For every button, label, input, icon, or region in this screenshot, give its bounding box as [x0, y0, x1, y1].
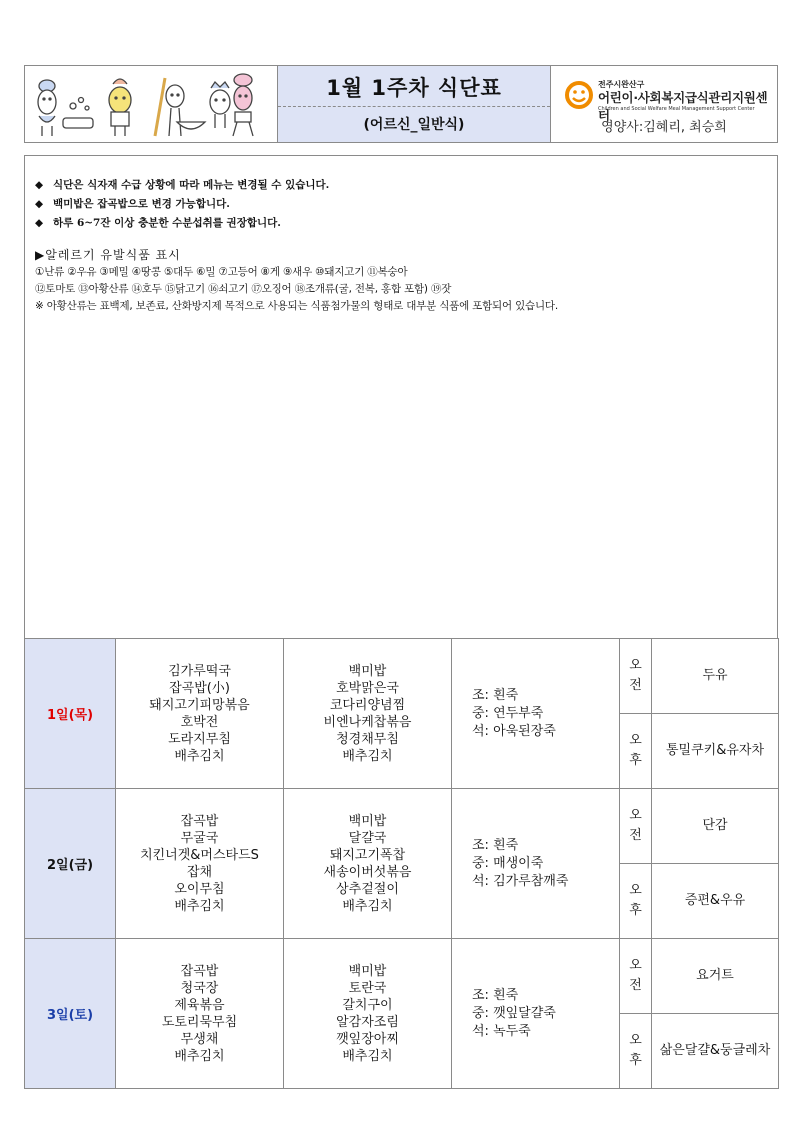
menu-table: [24, 638, 779, 1089]
page-title: 1월 1주차 식단표: [278, 70, 550, 107]
day-row-am: [25, 789, 779, 864]
dinner-menu-cell: [284, 939, 452, 1089]
day-row-am: [25, 939, 779, 1014]
morning-snack: 요거트: [652, 939, 779, 1014]
allergy-note: ※ 아황산류는 표백제, 보존료, 산화방지제 목적으로 사용되는 식품첨가물의 형태로 대부분 식품에 포함되어 있습니다.: [35, 300, 558, 312]
menu-item: 도라지무침: [168, 731, 231, 747]
porridge-item: 석: 아욱된장죽: [472, 723, 556, 739]
porridge-item: 중: 매생이죽: [472, 855, 544, 871]
allergy-list-line1: ①난류 ②우유 ③메밀 ④땅콩 ⑤대두 ⑥밀 ⑦고등어 ⑧게 ⑨새우 ⑩돼지고기 ⑪복숭아: [35, 266, 408, 278]
morning-snack: 두유: [652, 639, 779, 714]
header-box: [24, 65, 778, 143]
notice-box: [24, 155, 778, 639]
menu-item: 잡곡밥: [180, 963, 219, 979]
menu-item: 배추김치: [342, 1048, 393, 1064]
menu-item: 도토리묵무침: [161, 1014, 238, 1030]
porridge-item: 조: 흰죽: [472, 837, 519, 853]
org-district: 전주시완산구: [598, 80, 645, 89]
menu-item: 호박전: [180, 714, 219, 730]
menu-item: 청경채무침: [336, 731, 399, 747]
diamond-bullet-icon: ◆: [35, 198, 44, 210]
porridge-item: 중: 연두부죽: [472, 705, 544, 721]
menu-item: 달걀국: [348, 830, 387, 846]
nutritionist-names: 영양사:김혜리, 최승희: [601, 120, 727, 135]
menu-item: 치킨너겟&머스타드S: [140, 847, 259, 863]
menu-item: 코다리양념찜: [329, 697, 406, 713]
page-subtitle: (어르신_일반식): [363, 117, 465, 133]
menu-item: 비엔나케찹볶음: [323, 714, 412, 730]
menu-item: 배추김치: [174, 1048, 225, 1064]
menu-item: 배추김치: [342, 748, 393, 764]
menu-item: 돼지고기피망볶음: [149, 697, 250, 713]
menu-item: 오이무침: [174, 881, 225, 897]
menu-item: 상추겉절이: [336, 881, 399, 897]
menu-item: 돼지고기폭찹: [329, 847, 406, 863]
menu-item: 청국장: [180, 980, 219, 996]
menu-item: 깻잎장아찌: [336, 1031, 399, 1047]
afternoon-snack: 증편&우유: [652, 864, 779, 939]
day-label: 2일(금): [25, 789, 116, 939]
porridge-item: 석: 김가루참깨죽: [472, 873, 569, 889]
time-label-morning: 오 전: [620, 789, 652, 864]
menu-item: 잡곡밥(小): [169, 680, 230, 696]
menu-item: 백미밥: [348, 663, 387, 679]
menu-item: 백미밥: [348, 813, 387, 829]
menu-item: 무굴국: [180, 830, 219, 846]
porridge-cell: [452, 639, 620, 789]
center-logo-icon: [564, 80, 594, 110]
menu-item: 잡채: [186, 864, 213, 880]
time-label-afternoon: 오 후: [620, 864, 652, 939]
dinner-menu-cell: [284, 639, 452, 789]
porridge-cell: [452, 939, 620, 1089]
cooking-characters-illustration: [25, 66, 277, 142]
porridge-item: 조: 흰죽: [472, 687, 519, 703]
porridge-item: 조: 흰죽: [472, 987, 519, 1003]
menu-item: 새송이버섯볶음: [323, 864, 412, 880]
menu-item: 배추김치: [342, 898, 393, 914]
porridge-item: 중: 깻잎달걀죽: [472, 1005, 556, 1021]
day-label: 1일(목): [25, 639, 116, 789]
day-row-am: [25, 639, 779, 714]
menu-item: 배추김치: [174, 898, 225, 914]
notice-line: ◆ 식단은 식자재 수급 상황에 따라 메뉴는 변경될 수 있습니다.: [35, 176, 765, 195]
lunch-menu-cell: [116, 639, 284, 789]
menu-item: 제육볶음: [174, 997, 225, 1013]
menu-item: 호박맑은국: [336, 680, 399, 696]
menu-item: 김가루떡국: [168, 663, 231, 679]
center-info-box: [550, 66, 778, 142]
diamond-bullet-icon: ◆: [35, 217, 44, 229]
time-label-afternoon: 오 후: [620, 714, 652, 789]
time-label-morning: 오 전: [620, 939, 652, 1014]
porridge-item: 석: 녹두죽: [472, 1023, 531, 1039]
lunch-menu-cell: [116, 789, 284, 939]
afternoon-snack: 삶은달걀&둥글레차: [652, 1014, 779, 1089]
menu-item: 알감자조림: [336, 1014, 399, 1030]
notice-line: ◆ 백미밥은 잡곡밥으로 변경 가능합니다.: [35, 195, 765, 214]
porridge-cell: [452, 789, 620, 939]
menu-item: 잡곡밥: [180, 813, 219, 829]
menu-item: 토란국: [348, 980, 387, 996]
day-label: 3일(토): [25, 939, 116, 1089]
afternoon-snack: 통밀쿠키&유자차: [652, 714, 779, 789]
menu-item: 갈치구이: [342, 997, 393, 1013]
menu-item: 백미밥: [348, 963, 387, 979]
morning-snack: 단감: [652, 789, 779, 864]
lunch-menu-cell: [116, 939, 284, 1089]
dinner-menu-cell: [284, 789, 452, 939]
menu-item: 배추김치: [174, 748, 225, 764]
allergy-list-line2: ⑫토마토 ⑬아황산류 ⑭호두 ⑮닭고기 ⑯쇠고기 ⑰오징어 ⑱조개류(굴, 전복, 홍합 포함) ⑲잣: [35, 283, 452, 295]
time-label-morning: 오 전: [620, 639, 652, 714]
menu-item: 무생채: [180, 1031, 219, 1047]
notice-line: ◆ 하루 6~7잔 이상 충분한 수분섭취를 권장합니다.: [35, 214, 765, 233]
diamond-bullet-icon: ◆: [35, 179, 44, 191]
org-name: 어린이·사회복지급식관리지원센터: [598, 90, 768, 123]
org-english-name: Children and Social Welfare Meal Management Support Center: [598, 106, 755, 112]
title-box: [277, 66, 551, 142]
allergy-title: ▶알레르기 유발식품 표시: [35, 248, 181, 262]
time-label-afternoon: 오 후: [620, 1014, 652, 1089]
